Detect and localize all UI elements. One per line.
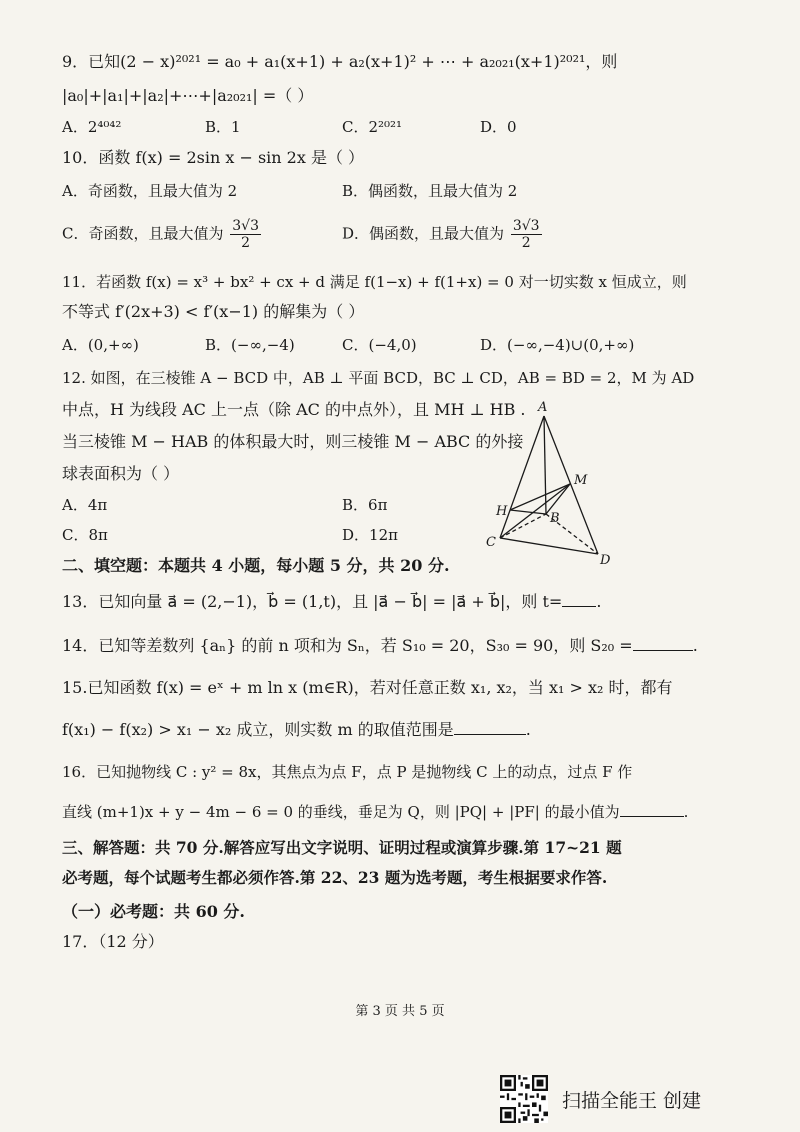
fraction-denominator: 2 bbox=[521, 235, 531, 251]
section-3-subheading: （一）必考题：共 60 分. bbox=[62, 902, 245, 921]
q17-stem: 17．（12 分） bbox=[62, 932, 164, 951]
q9-option-d: D．0 bbox=[480, 118, 517, 136]
qr-code-icon bbox=[500, 1075, 548, 1123]
q9-option-b: B．1 bbox=[205, 118, 241, 136]
q13-answer-blank[interactable] bbox=[562, 606, 596, 607]
q12-stem-line4: 球表面积为（ ） bbox=[62, 464, 180, 483]
tetrahedron-figure bbox=[482, 398, 622, 570]
edge-ac bbox=[500, 416, 544, 538]
q9-stem-line1: 9．已知(2 − x)²⁰²¹ = a₀ + a₁(x+1) + a₂(x+1)² + ⋯ + a₂₀₂₁(x+1)²⁰²¹，则 bbox=[62, 52, 618, 71]
fraction-denominator: 2 bbox=[241, 235, 251, 251]
q9-stem-line2: |a₀|+|a₁|+|a₂|+⋯+|a₂₀₂₁| =（ ） bbox=[62, 86, 314, 105]
q9-option-a: A．2⁴⁰⁴² bbox=[62, 118, 122, 136]
q11-option-c: C．(−4,0) bbox=[342, 336, 417, 354]
label-c: C bbox=[486, 535, 496, 550]
q10-option-d-text: D．偶函数，且最大值为 bbox=[342, 224, 505, 243]
edge-ab bbox=[544, 416, 546, 514]
q15-answer-blank[interactable] bbox=[454, 734, 526, 735]
label-b: B bbox=[550, 511, 560, 526]
fraction-numerator: 3√3 bbox=[512, 218, 540, 234]
q15-text: f(x₁) − f(x₂) > x₁ − x₂ 成立，则实数 m 的取值范围是 bbox=[62, 720, 454, 739]
q10-option-d-fraction bbox=[511, 218, 542, 251]
q14-text: 14．已知等差数列 {aₙ} 的前 n 项和为 Sₙ，若 S₁₀ = 20，S₃₀ = 90，则 S₂₀ = bbox=[62, 636, 633, 655]
section-3-heading-line1: 三、解答题：共 70 分.解答应写出文字说明、证明过程或演算步骤.第 17~21 题 bbox=[62, 838, 622, 857]
q10-option-d bbox=[342, 218, 544, 251]
edge-hm bbox=[510, 484, 570, 510]
edge-hb bbox=[510, 510, 546, 514]
q10-stem: 10．函数 f(x) = 2sin x − sin 2x 是（ ） bbox=[62, 148, 365, 167]
label-h: H bbox=[496, 504, 508, 519]
q16-stem-line1: 16．已知抛物线 C : y² = 8x，其焦点为点 F，点 P 是抛物线 C 上的动点，过点 F 作 bbox=[62, 763, 633, 781]
edge-cd bbox=[500, 538, 598, 554]
q14-stem: 14．已知等差数列 {aₙ} 的前 n 项和为 Sₙ，若 S₁₀ = 20，S₃₀ = 90，则 S₂₀ = . bbox=[62, 636, 698, 655]
q12-option-c: C．8π bbox=[62, 526, 108, 544]
q9-option-c: C．2²⁰²¹ bbox=[342, 118, 403, 136]
q12-stem-line2: 中点，H 为线段 AC 上一点（除 AC 的中点外），且 MH ⊥ HB . bbox=[62, 400, 526, 419]
q10-option-c-fraction bbox=[230, 218, 261, 251]
q15-stem-line2: f(x₁) − f(x₂) > x₁ − x₂ 成立，则实数 m 的取值范围是 . bbox=[62, 720, 531, 739]
q10-option-a: A．奇函数，且最大值为 2 bbox=[62, 182, 238, 200]
q11-option-d: D．(−∞,−4)∪(0,+∞) bbox=[480, 336, 635, 354]
q12-option-a: A．4π bbox=[62, 496, 108, 514]
q16-text: 直线 (m+1)x + y − 4m − 6 = 0 的垂线，垂足为 Q，则 |PQ| + |PF| 的最小值为 bbox=[62, 803, 620, 821]
q12-stem-line3: 当三棱锥 M − HAB 的体积最大时，则三棱锥 M − ABC 的外接 bbox=[62, 432, 524, 451]
q13-stem: 13．已知向量 a⃗ = (2,−1)，b⃗ = (1,t)，且 |a⃗ − b⃗| = |a⃗ + b⃗|，则 t= . bbox=[62, 592, 602, 611]
fraction-numerator: 3√3 bbox=[232, 218, 260, 234]
q16-answer-blank[interactable] bbox=[620, 816, 684, 817]
q11-stem-line1: 11．若函数 f(x) = x³ + bx² + cx + d 满足 f(1−x) + f(1+x) = 0 对一切实数 x 恒成立，则 bbox=[62, 273, 687, 291]
label-m: M bbox=[574, 473, 588, 488]
section-2-heading: 二、填空题：本题共 4 小题，每小题 5 分，共 20 分. bbox=[62, 556, 450, 575]
scanner-watermark: 扫描全能王 创建 bbox=[562, 1090, 702, 1112]
page-footer: 第 3 页 共 5 页 bbox=[355, 1004, 445, 1019]
q10-option-c bbox=[62, 218, 263, 251]
q12-stem-line1: 12. 如图，在三棱锥 A − BCD 中，AB ⊥ 平面 BCD，BC ⊥ CD，AB = BD = 2，M 为 AD bbox=[62, 369, 695, 387]
label-d: D bbox=[600, 553, 611, 568]
q14-answer-blank[interactable] bbox=[633, 650, 693, 651]
q10-option-b: B．偶函数，且最大值为 2 bbox=[342, 182, 518, 200]
q11-stem-line2: 不等式 f′(2x+3) < f′(x−1) 的解集为（ ） bbox=[62, 302, 365, 321]
q11-option-a: A．(0,+∞) bbox=[62, 336, 139, 354]
q15-stem-line1: 15.已知函数 f(x) = eˣ + m ln x (m∈R)，若对任意正数 x₁, x₂，当 x₁ > x₂ 时，都有 bbox=[62, 678, 673, 697]
q16-stem-line2: 直线 (m+1)x + y − 4m − 6 = 0 的垂线，垂足为 Q，则 |PQ| + |PF| 的最小值为 . bbox=[62, 803, 689, 821]
q12-option-b: B．6π bbox=[342, 496, 388, 514]
q11-option-b: B．(−∞,−4) bbox=[205, 336, 295, 354]
section-3-heading-line2: 必考题，每个试题考生都必须作答.第 22、23 题为选考题，考生根据要求作答. bbox=[62, 868, 608, 887]
label-a: A bbox=[538, 400, 548, 415]
q10-option-c-text: C．奇函数，且最大值为 bbox=[62, 224, 224, 243]
q13-text: 13．已知向量 a⃗ = (2,−1)，b⃗ = (1,t)，且 |a⃗ − b⃗| = |a⃗ + b⃗|，则 t= bbox=[62, 592, 563, 611]
q12-option-d: D．12π bbox=[342, 526, 398, 544]
